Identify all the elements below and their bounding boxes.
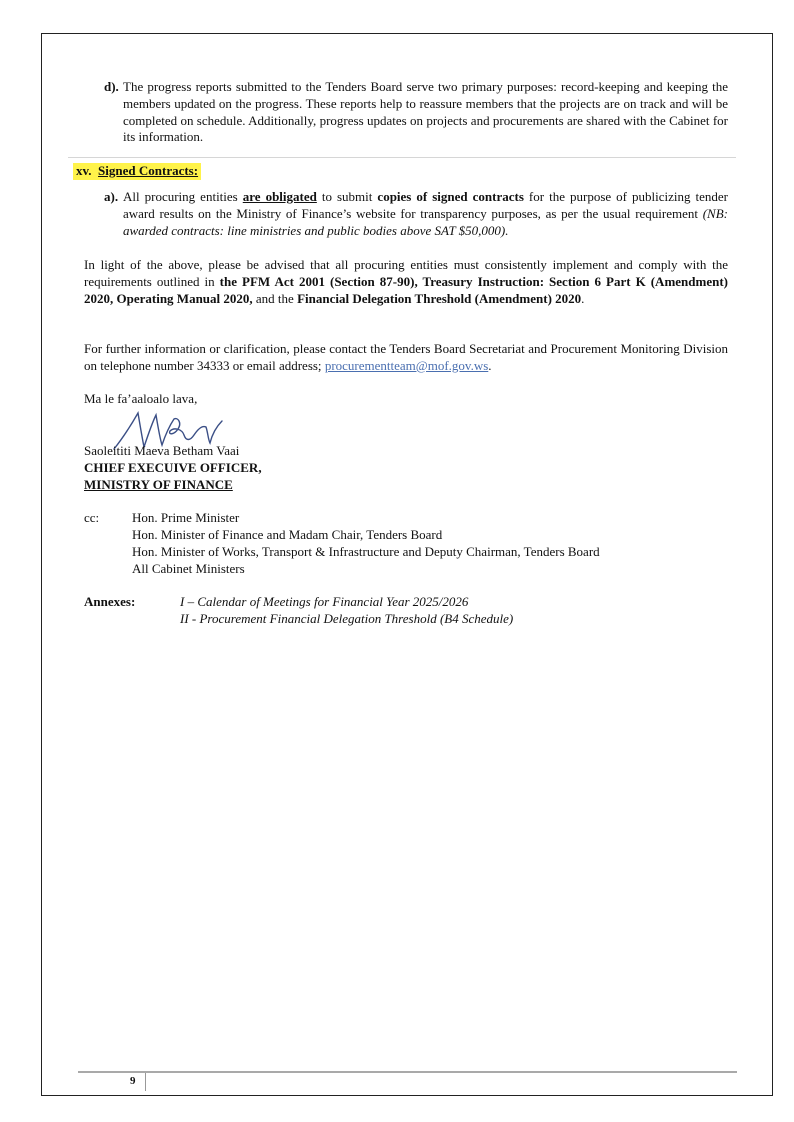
cc-label: cc: (84, 510, 100, 525)
item-a-note: (NB: awarded contracts: line ministries and public bodies above SAT $50,000). (123, 205, 728, 238)
item-d-marker: d). (104, 79, 119, 94)
cc-recipient: Hon. Prime Minister (132, 510, 240, 525)
cc-recipient: All Cabinet Ministers (132, 561, 245, 576)
advice-t1: In light of the above, please be advised that all procuring entities must consistently implement and comply with the requirements outlined in (84, 257, 728, 289)
advice-t3: and the (252, 290, 298, 306)
annexes-label: Annexes: (84, 594, 136, 609)
advice-refs: the PFM Act 2001 (Section 87-90), Treasury Instruction: Section 6 Part K (Amendment) 2020, Operating Manual 2020, (84, 273, 728, 306)
contact-paragraph (84, 341, 728, 375)
item-a-copies: copies of signed contracts (377, 189, 524, 204)
section-xv-heading (73, 163, 201, 180)
item-a-marker-wrap (104, 189, 118, 206)
email-link[interactable]: procurementteam@mof.gov.ws (324, 357, 489, 373)
item-a-marker: a). (104, 189, 119, 204)
signatory-name: Saoleititi Maeva Betham Vaai (84, 443, 240, 458)
signatory-org (84, 477, 233, 494)
page-number: 9 (130, 1075, 136, 1087)
item-d-text: The progress reports submitted to the Tenders Board serve two primary purposes: record-keeping and keeping the members updated on the progress. These reports help to reassure members that the projects are on track and will be completed on schedule. Additionally, progress updates on projects and procurements are shared with the Cabinet for its information. (123, 79, 728, 145)
advice-t5: . (581, 290, 585, 306)
section-divider (68, 157, 736, 158)
item-a-obligated: are obligated (242, 189, 317, 204)
contact-t2: . (488, 357, 492, 373)
annex-item: I – Calendar of Meetings for Financial Year 2025/2026 (180, 594, 469, 609)
signatory-org-text: MINISTRY OF FINANCE (84, 477, 233, 492)
item-a-t5: for the purpose of publicizing tender award results on the Ministry of Finance’s website for transparency purposes, as per the usual requirement (123, 189, 728, 221)
advice-paragraph (84, 257, 728, 307)
cc-recipient: Hon. Minister of Finance and Madam Chair, Tenders Board (132, 527, 443, 542)
advice-threshold: Financial Delegation Threshold (Amendment) 2020 (297, 290, 582, 306)
annex-item: II - Procurement Financial Delegation Threshold (B4 Schedule) (180, 611, 514, 626)
section-title: Signed Contracts: (98, 163, 199, 178)
page-number-divider (145, 1073, 146, 1091)
item-a-t1: All procuring entities (123, 189, 243, 204)
signatory-title: CHIEF EXECUIVE OFFICER, (84, 460, 262, 475)
contact-t1: For further information or clarification, please contact the Tenders Board Secretariat and Procurement Monitoring Division on telephone number 34333 or email address; (84, 341, 728, 373)
cc-recipient: Hon. Minister of Works, Transport & Infrastructure and Deputy Chairman, Tenders Board (132, 544, 600, 559)
closing: Ma le fa’aaloalo lava, (84, 391, 198, 406)
section-number: xv. (76, 163, 92, 178)
item-a-text (123, 189, 728, 239)
footer-rule (78, 1071, 737, 1073)
item-a-t3: to submit (316, 189, 378, 204)
